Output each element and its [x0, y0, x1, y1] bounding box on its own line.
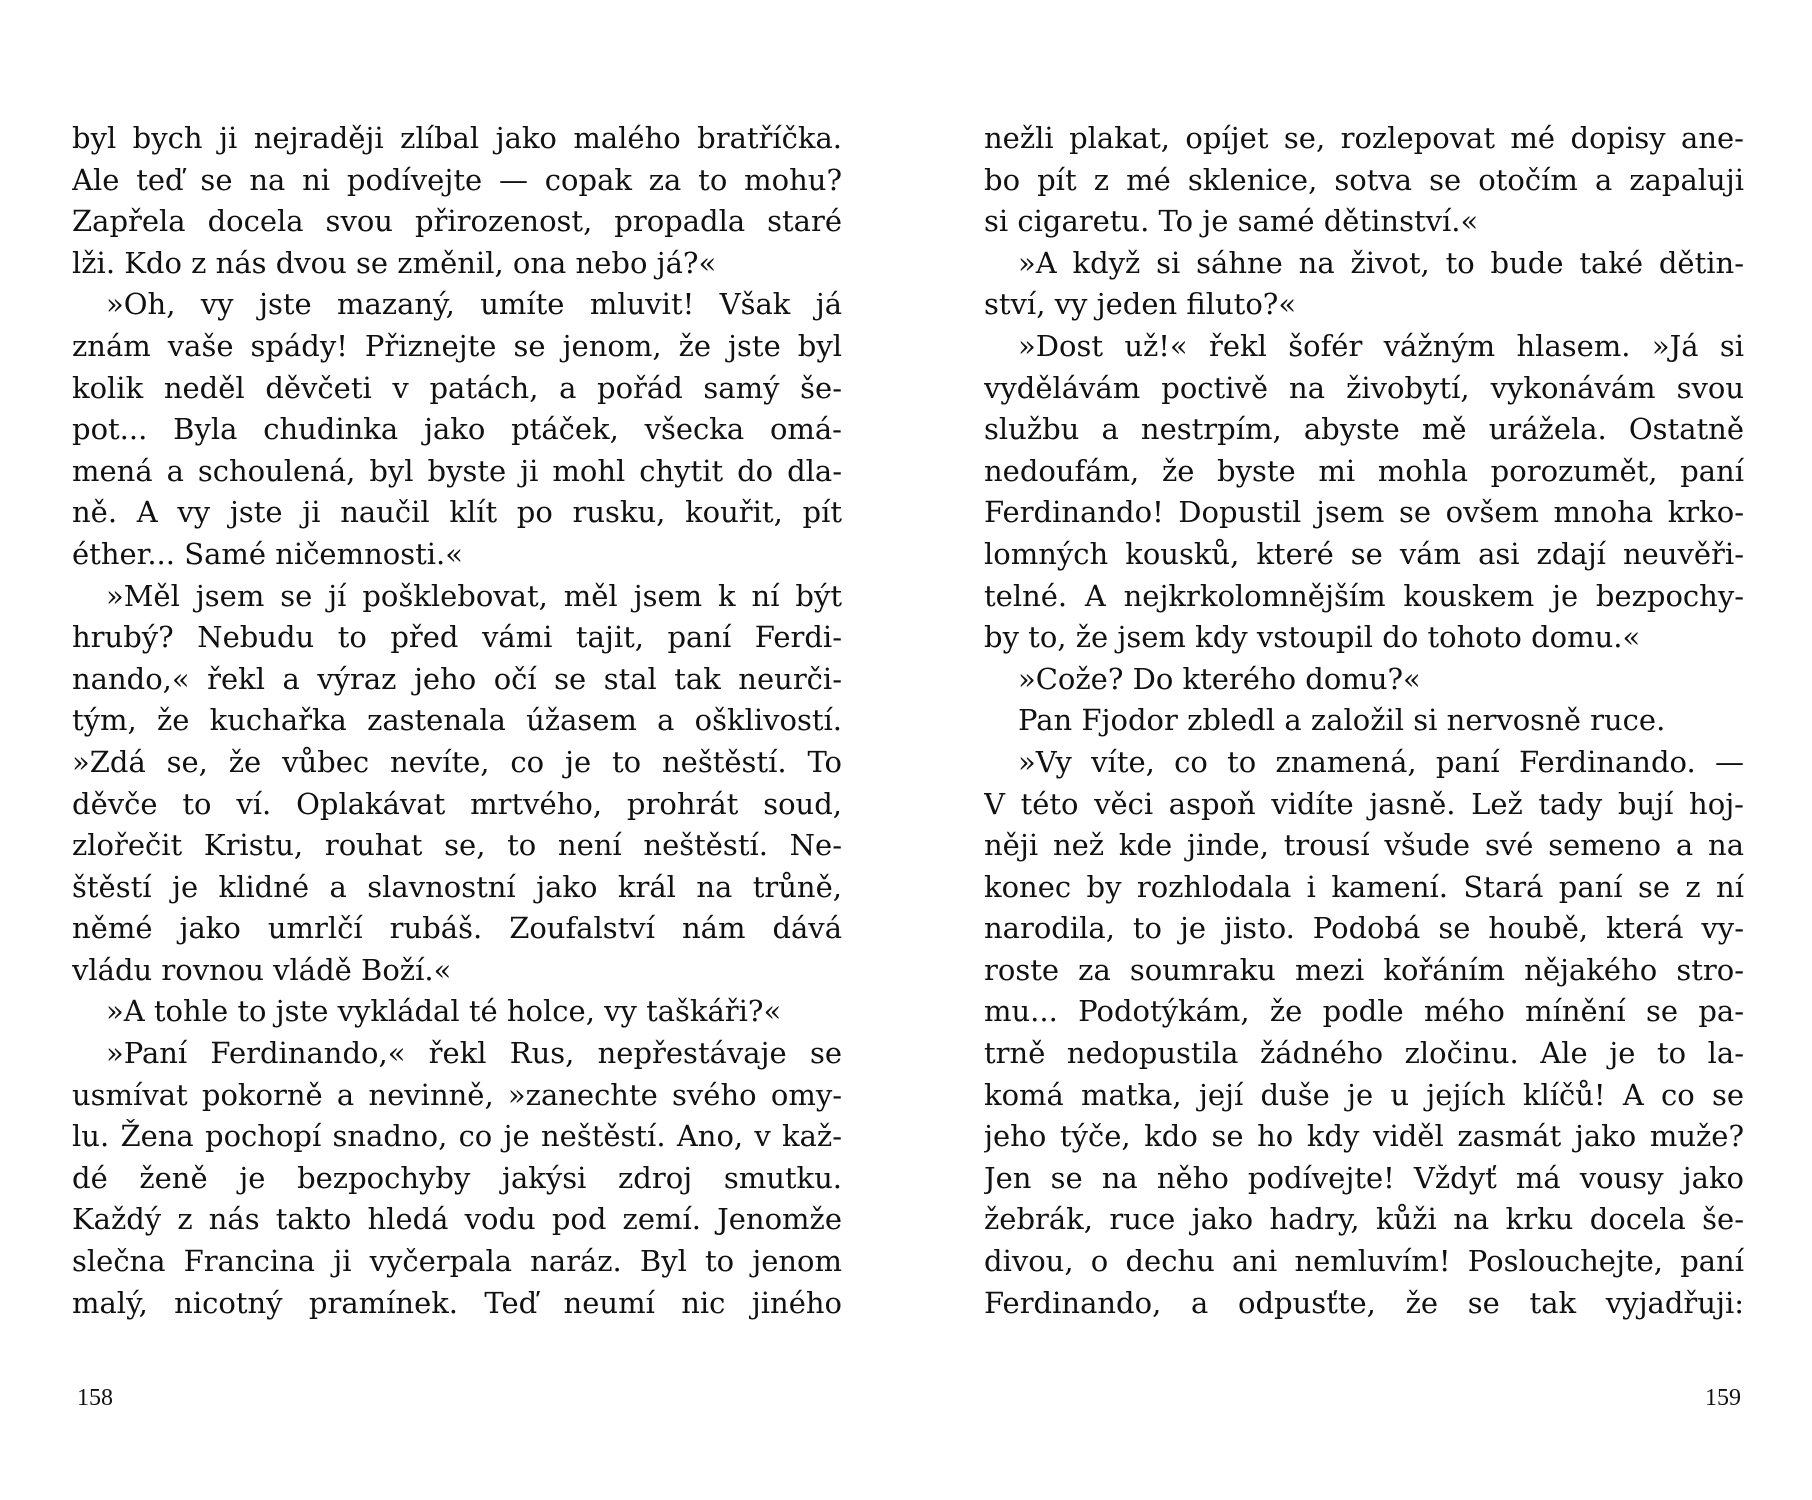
text-line: bo pít z mé sklenice, sotva se otočím a zapaluji [984, 162, 1744, 197]
text-line: byl bych ji nejraději zlíbal jako malého bratříčka. [72, 121, 842, 155]
text-line: »Oh, vy jste mazaný, umíte mluvit! Však já [106, 287, 842, 322]
text-line: si cigaretu. To je samé dětinství.« [984, 204, 1479, 239]
text-line: Každý z nás takto hledá vodu pod zemí. Jenomže [72, 1202, 842, 1237]
text-line: »Vy víte, co to znamená, paní Ferdinando. — [1018, 744, 1744, 779]
text-line: trně nedopustila žádného zločinu. Ale je to la- [984, 1036, 1744, 1071]
text-line: žebrák, ruce jako hadry, kůži na krku docela še- [984, 1202, 1744, 1237]
text-line: slečna Francina ji vyčerpala naráz. Byl to jenom [72, 1244, 842, 1279]
text-line: by to, že jsem kdy vstoupil do tohoto domu.« [984, 620, 1641, 655]
left-page-text [72, 118, 842, 1324]
right-page-text [984, 118, 1744, 1324]
text-line: telné. A nejkrkolomnějším kouskem je bezpochy- [984, 578, 1744, 613]
text-line: lu. Žena pochopí snadno, co je neštěstí. Ano, v kaž- [72, 1119, 842, 1154]
text-line: štěstí je klidné a slavnostní jako král na trůně, [72, 869, 842, 904]
text-line: roste za soumraku mezi kořáním nějakého stro- [984, 952, 1744, 987]
text-line: nežli plakat, opíjet se, rozlepovat mé dopisy ane- [984, 121, 1744, 155]
text-line: Pan Fjodor zbledl a založil si nervosně ruce. [1018, 703, 1666, 738]
text-line: kolik neděl děvčeti v patách, a pořád samý še- [72, 370, 842, 405]
text-line: zlořečit Kristu, rouhat se, to není neštěstí. Ne- [72, 828, 842, 863]
text-line: lomných kousků, které se vám asi zdají neuvěři- [984, 536, 1744, 571]
text-line: vládu rovnou vládě Boží.« [72, 952, 452, 987]
text-line: mená a schoulená, byl byste ji mohl chytit do dla- [72, 453, 842, 488]
text-line: »Cože? Do kterého domu?« [1018, 661, 1421, 696]
text-line: V této věci aspoň vidíte jasně. Lež tady bují hoj- [984, 786, 1744, 821]
left-page-number: 158 [77, 1385, 113, 1411]
text-line: službu a nestrpím, abyste mě urážela. Ostatně [984, 412, 1744, 447]
text-line: divou, o dechu ani nemluvím! Poslouchejte, paní [984, 1244, 1744, 1279]
text-line: »Paní Ferdinando,« řekl Rus, nepřestávaje se [106, 1036, 842, 1071]
text-line: ně. A vy jste ji naučil klít po rusku, kouřit, pít [72, 495, 842, 530]
text-line: hrubý? Nebudu to před vámi tajit, paní Ferdi- [72, 620, 842, 655]
right-page-number: 159 [1705, 1385, 1741, 1411]
text-line: mu... Podotýkám, že podle mého mínění se pa- [984, 994, 1744, 1029]
text-line: pot... Byla chudinka jako ptáček, všecka omá- [72, 412, 842, 447]
text-line: komá matka, její duše je u jejích klíčů! A co se [984, 1077, 1744, 1112]
text-line: Jen se na něho podívejte! Vždyť má vousy jako [984, 1160, 1744, 1195]
text-line: znám vaše spády! Přiznejte se jenom, že jste byl [72, 328, 842, 363]
text-line: ství, vy jeden filuto?« [984, 287, 1297, 322]
text-line: nedoufám, že byste mi mohla porozumět, paní [984, 453, 1744, 488]
text-line: »Měl jsem se jí pošklebovat, měl jsem k ní být [106, 578, 842, 613]
text-line: Ale teď se na ni podívejte — copak za to mohu? [72, 162, 842, 197]
text-line: dé ženě je bezpochyby jakýsi zdroj smutku. [72, 1160, 842, 1195]
text-line: »A tohle to jste vykládal té holce, vy taškáři?« [106, 994, 782, 1029]
text-line: éther... Samé ničemnosti.« [72, 536, 464, 571]
text-line: narodila, to je jisto. Podobá se houbě, která vy- [984, 911, 1744, 946]
text-line: konec by rozhlodala i kamení. Stará paní se z ní [984, 869, 1744, 904]
text-line: tým, že kuchařka zastenala úžasem a ošklivostí. [72, 703, 842, 738]
text-line: něji než kde jinde, trousí všude své semeno a na [984, 828, 1744, 863]
left-page [72, 118, 842, 1398]
right-page [984, 118, 1744, 1398]
text-line: malý, nicotný pramínek. Teď neumí nic jiného [72, 1285, 842, 1320]
text-line: »A když si sáhne na život, to bude také dětin- [1018, 245, 1744, 280]
text-line: »Dost už!« řekl šofér vážným hlasem. »Já si [1018, 328, 1744, 363]
text-line: usmívat pokorně a nevinně, »zanechte svého omy- [72, 1077, 842, 1112]
text-line: děvče to ví. Oplakávat mrtvého, prohrát soud, [72, 786, 842, 821]
text-line: Zapřela docela svou přirozenost, propadla staré [72, 204, 842, 239]
text-line: Ferdinando, a odpusťte, že se tak vyjadřuji: [984, 1285, 1744, 1320]
text-line: vydělávám poctivě na živobytí, vykonávám svou [984, 370, 1744, 405]
text-line: lži. Kdo z nás dvou se změnil, ona nebo já?« [72, 245, 717, 280]
text-line: nando,« řekl a výraz jeho očí se stal tak neurči- [72, 661, 842, 696]
text-line: Ferdinando! Dopustil jsem se ovšem mnoha krko- [984, 495, 1744, 530]
text-line: »Zdá se, že vůbec nevíte, co je to neštěstí. To [72, 744, 842, 779]
text-line: jeho týče, kdo se ho kdy viděl zasmát jako muže? [984, 1119, 1744, 1154]
text-line: němé jako umrlčí rubáš. Zoufalství nám dává [72, 911, 842, 946]
